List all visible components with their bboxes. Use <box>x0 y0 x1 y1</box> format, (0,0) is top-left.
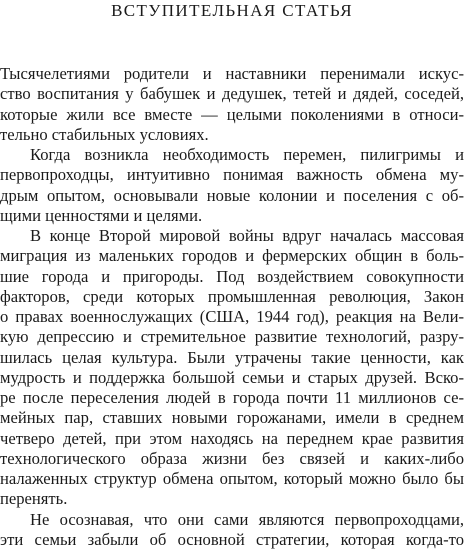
text-line: дрым опытом, основывали новые колонии и поселения с об- <box>0 185 464 205</box>
text-line: технологического образа жизни без связей и каких-либо <box>0 448 464 468</box>
text-line: четверо детей, при этом находясь на переднем крае развития <box>0 428 464 448</box>
text-line: щими ценностями и целями. <box>0 205 203 225</box>
text-line: Не осознавая, что они сами являются первопроходцами, <box>30 509 464 529</box>
text-line: мейных пар, ставших новыми горожанами, имели в среднем <box>0 408 464 428</box>
text-line: Когда возникла необходимость перемен, пилигримы и <box>30 145 464 164</box>
text-line: факторов, среди которых промышленная революция, Закон <box>0 286 464 306</box>
text-line: перенять. <box>0 489 68 509</box>
text-line: налаженных структур обмена опытом, который можно было бы <box>0 469 464 488</box>
text-line: ре после переселения людей в города почти 11 миллионов се- <box>0 388 464 407</box>
text-line: В конце Второй мировой войны вдруг началась массовая <box>30 226 464 245</box>
text-line: миграция из маленьких городов и фермерских общин в боль- <box>0 246 464 266</box>
text-line: первопроходцы, интуитивно понимая важность обмена му- <box>0 165 464 185</box>
text-line: шилась целая культура. Были утрачены такие ценности, как <box>0 347 464 367</box>
text-line: кую депрессию и стремительное развитие технологий, разру- <box>0 327 464 347</box>
text-line: Тысячелетиями родители и наставники перенимали искус- <box>0 64 464 83</box>
text-line: ство воспитания у бабушек и дедушек, тетей и дядей, соседей, <box>0 84 464 104</box>
chapter-heading: ВСТУПИТЕЛЬНАЯ СТАТЬЯ <box>111 1 353 20</box>
text-line: шие города и пригороды. Под воздействием совокупности <box>0 266 464 286</box>
text-line: которые жили все вместе — целыми поколениями в относи- <box>0 104 464 124</box>
text-line: о правах военнослужащих (США, 1944 год), реакция на Вели- <box>0 307 464 326</box>
text-line: мудрость и поддержка большой семьи и старых друзей. Вско- <box>0 367 464 387</box>
text-line: эти семьи забыли об основной стратегии, которая когда-то <box>0 529 464 549</box>
text-line: тельно стабильных условиях. <box>0 124 209 144</box>
